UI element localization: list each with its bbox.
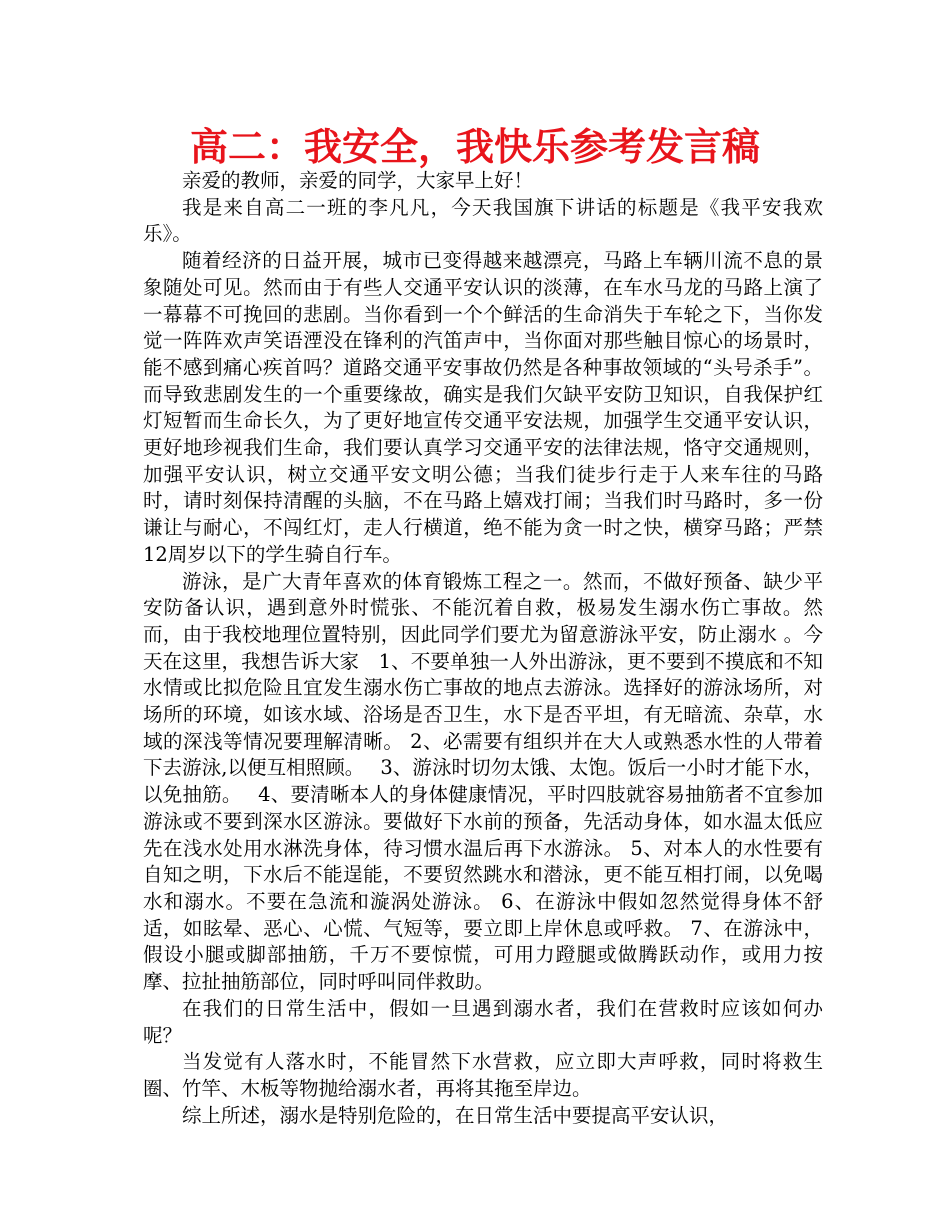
paragraph-rescue-question: 在我们的日常生活中，假如一旦遇到溺水者，我们在营救时应该如何办呢？ <box>143 996 823 1047</box>
paragraph-introduction: 我是来自高二一班的李凡凡，今天我国旗下讲话的标题是《我平安我欢乐》。 <box>143 195 823 246</box>
document-title: 高二：我安全，我快乐参考发言稿 <box>189 125 760 169</box>
paragraph-traffic-safety: 随着经济的日益开展，城市已变得越来越漂亮，马路上车辆川流不息的景象随处可见。然而由于有些人交通平安认识的淡薄，在车水马龙的马路上演了一幕幕不可挽回的悲剧。当你看到一个个鲜活的生命消失于车轮之下，当你发觉一阵阵欢声笑语湮没在锋利的汽笛声中，当你面对那些触目惊心的场景时，能不感到痛心疾首吗？道路交通平安事故仍然是各种事故领域的“头号杀手”。而导致悲剧发生的一个重要缘故，确实是我们欠缺平安防卫知识，自我保护红灯短暂而生命长久，为了更好地宣传交通平安法规，加强学生交通平安认识，更好地珍视我们生命，我们要认真学习交通平安的法律法规，恪守交通规则，加强平安认识，树立交通平安文明公德；当我们徒步行走于人来车往的马路时，请时刻保持清醒的头脑，不在马路上嬉戏打闹；当我们时马路时，多一份谦让与耐心，不闯红灯，走人行横道，绝不能为贪一时之快，横穿马路；严禁12周岁以下的学生骑自行车。 <box>143 249 823 566</box>
paragraph-conclusion: 综上所述，溺水是特别危险的，在日常生活中要提高平安认识， <box>182 1103 729 1127</box>
paragraph-swimming-safety: 游泳，是广大青年喜欢的体育锻炼工程之一。然而，不做好预备、缺少平安防备认识，遇到意外时慌张、不能沉着自救，极易发生溺水伤亡事故。然而，由于我校地理位置特别，因此同学们要尤为留意游泳平安，防止溺水 。今天在这里，我想告诉大家 1、不要单独一人外出游泳，更不要到不摸底和不知水情或比拟危险且宜发生溺水伤亡事故的地点去游泳。选择好的游泳场所，对场所的环境，如该水域、浴场是否卫生，水下是否平坦，有无暗流、杂草，水域的深浅等情况要理解清晰。 2、必需要有组织并在大人或熟悉水性的人带着下去游泳,以便互相照顾。 3、游泳时切勿太饿、太饱。饭后一小时才能下水，以免抽筋。 4、要清晰本人的身体健康情况，平时四肢就容易抽筋者不宜参加游泳或不要到深水区游泳。要做好下水前的预备，先活动身体，如水温太低应先在浅水处用水淋洗身体，待习惯水温后再下水游泳。 5、对本人的水性要有自知之明，下水后不能逞能，不要贸然跳水和潜泳，更不能互相打闹，以免喝水和溺水。不要在急流和漩涡处游泳。 6、在游泳中假如忽然觉得身体不舒适，如眩晕、恶心、心慌、气短等，要立即上岸休息或呼救。 7、在游泳中，假设小腿或脚部抽筋，千万不要惊慌，可用力蹬腿或做腾跃动作，或用力按摩、拉扯抽筋部位，同时呼叫同伴救助。 <box>143 569 823 994</box>
paragraph-greeting: 亲爱的教师，亲爱的同学，大家早上好！ <box>182 169 534 192</box>
paragraph-rescue-method: 当发觉有人落水时，不能冒然下水营救，应立即大声呼救，同时将救生圈、竹竿、木板等物抛给溺水者，再将其拖至岸边。 <box>143 1050 823 1100</box>
document-body <box>143 168 823 1129</box>
